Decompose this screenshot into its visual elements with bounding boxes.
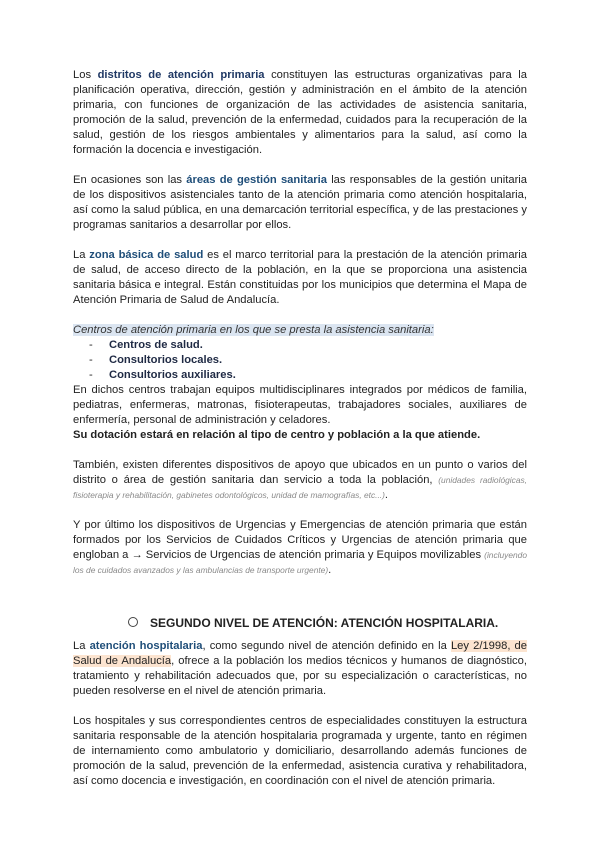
paragraph-areas — [73, 173, 527, 233]
centros-heading — [73, 323, 527, 338]
text: , como segundo nivel de atención definido en la — [202, 640, 451, 652]
text: . — [328, 564, 332, 576]
dash-bullet: - — [89, 339, 93, 351]
text: Los — [73, 69, 98, 81]
paragraph-hospitales: Los hospitales y sus correspondientes centros de especialidades constituyen la estructura sanitaria responsable de la atención hospitalaria programada y urgente, tanto en régimen de internamiento como ambulatorio y domiciliario, desarrollando además funciones de promoción de la salud, prevención de la enfermedad, asistencia curativa y rehabilitadora, así como docencia e investigación, en coordinación con el nivel de atención primaria. — [73, 715, 527, 787]
text: La — [73, 249, 90, 261]
text: las responsables de la gestión unitaria de los dispositivos asistenciales tanto de la atención primaria como atención hospitalaria, así como la salud pública, en una demarcación territorial específica, y de las prestaciones y programas sanitarios a desarrollar por ellos. — [73, 174, 528, 231]
paragraph-hospitalaria — [73, 639, 527, 699]
section-title — [73, 616, 527, 631]
text: La — [73, 640, 90, 652]
small-note: (incluyendo los de cuidados avanzados y las ambulancias de transporte urgente) — [73, 550, 527, 575]
text: En ocasiones son las — [73, 174, 187, 186]
paragraph-dispositivos — [73, 458, 527, 503]
text: es el marco territorial para la prestación de la atención primaria de salud, de acceso directo de la población, en la que se proporciona una asistencia sanitaria básica e integral. Están constituidas por los municipios que determina el Mapa de Atención Primaria de Salud de Andalucía. — [73, 249, 527, 306]
centros-list — [73, 338, 527, 383]
small-note: (unidades radiológicas, fisioterapia y rehabilitación, gabinetes odontológicos, unidad de mamografías, etc...) — [73, 475, 527, 500]
paragraph-zona — [73, 248, 527, 308]
list-item — [73, 353, 527, 368]
law-reference: Ley 2/1998, de Salud de Andalucía — [73, 640, 527, 667]
dash-bullet: - — [89, 369, 93, 381]
list-item-label: Consultorios auxiliares. — [109, 369, 236, 381]
text: , ofrece a la población los medios técnicos y humanos de diagnóstico, tratamiento y rehabilitación adecuados que, por su especialización o características, no pueden resolverse en el nivel de atención primaria. — [73, 655, 527, 697]
list-item-label: Consultorios locales. — [109, 354, 223, 366]
term-zona: zona básica de salud — [89, 249, 204, 261]
text: . — [384, 489, 389, 501]
document-body — [73, 68, 527, 789]
centros-bold-line: Su dotación estará en relación al tipo de centro y población a la que atiende. — [73, 429, 481, 441]
dash-bullet: - — [89, 354, 93, 366]
highlighted-heading: Centros de atención primaria en los que se presta la asistencia sanitaria: — [73, 324, 434, 336]
text: Y por último los dispositivos de Urgencias y Emergencias de atención primaria que están formados por los Servicios de Cuidados Críticos y Urgencias de atención primaria que engloban a → Servicios de Urgencias de atención primaria y Equipos movilizables — [73, 519, 527, 561]
term-areas: áreas de gestión sanitaria — [186, 174, 327, 186]
list-item — [73, 368, 527, 383]
circle-bullet-icon — [128, 617, 138, 627]
list-item-label: Centros de salud. — [109, 339, 203, 351]
list-item — [73, 338, 527, 353]
term-distritos: distritos de atención primaria — [97, 69, 265, 81]
centros-body: En dichos centros trabajan equipos multidisciplinares integrados por médicos de familia, pediatras, enfermeras, matronas, fisioterapeutas, trabajadores sociales, auxiliares de enfermería, personal de administración y celadores. — [73, 384, 527, 426]
paragraph-distritos — [73, 68, 527, 158]
text: constituyen las estructuras organizativas para la planificación operativa, dirección, gestión y administración en el ámbito de la atención primaria, con funciones de organización de las actividades de asistencia sanitaria, promoción de la salud, prevención de la enfermedad, cuidados para la recuperación de la salud, gestión de los riesgos ambientales y alimentarios para la salud, así como la formación la docencia e investigación. — [73, 69, 527, 156]
paragraph-urgencias — [73, 518, 527, 578]
section-title-text: SEGUNDO NIVEL DE ATENCIÓN: ATENCIÓN HOSPITALARIA. — [150, 616, 499, 630]
term-hospitalaria: atención hospitalaria — [89, 640, 203, 652]
text: También, existen diferentes dispositivos de apoyo que ubicados en un punto o varios del distrito o área de gestión sanitaria dan servicio a toda la población, — [73, 459, 527, 486]
